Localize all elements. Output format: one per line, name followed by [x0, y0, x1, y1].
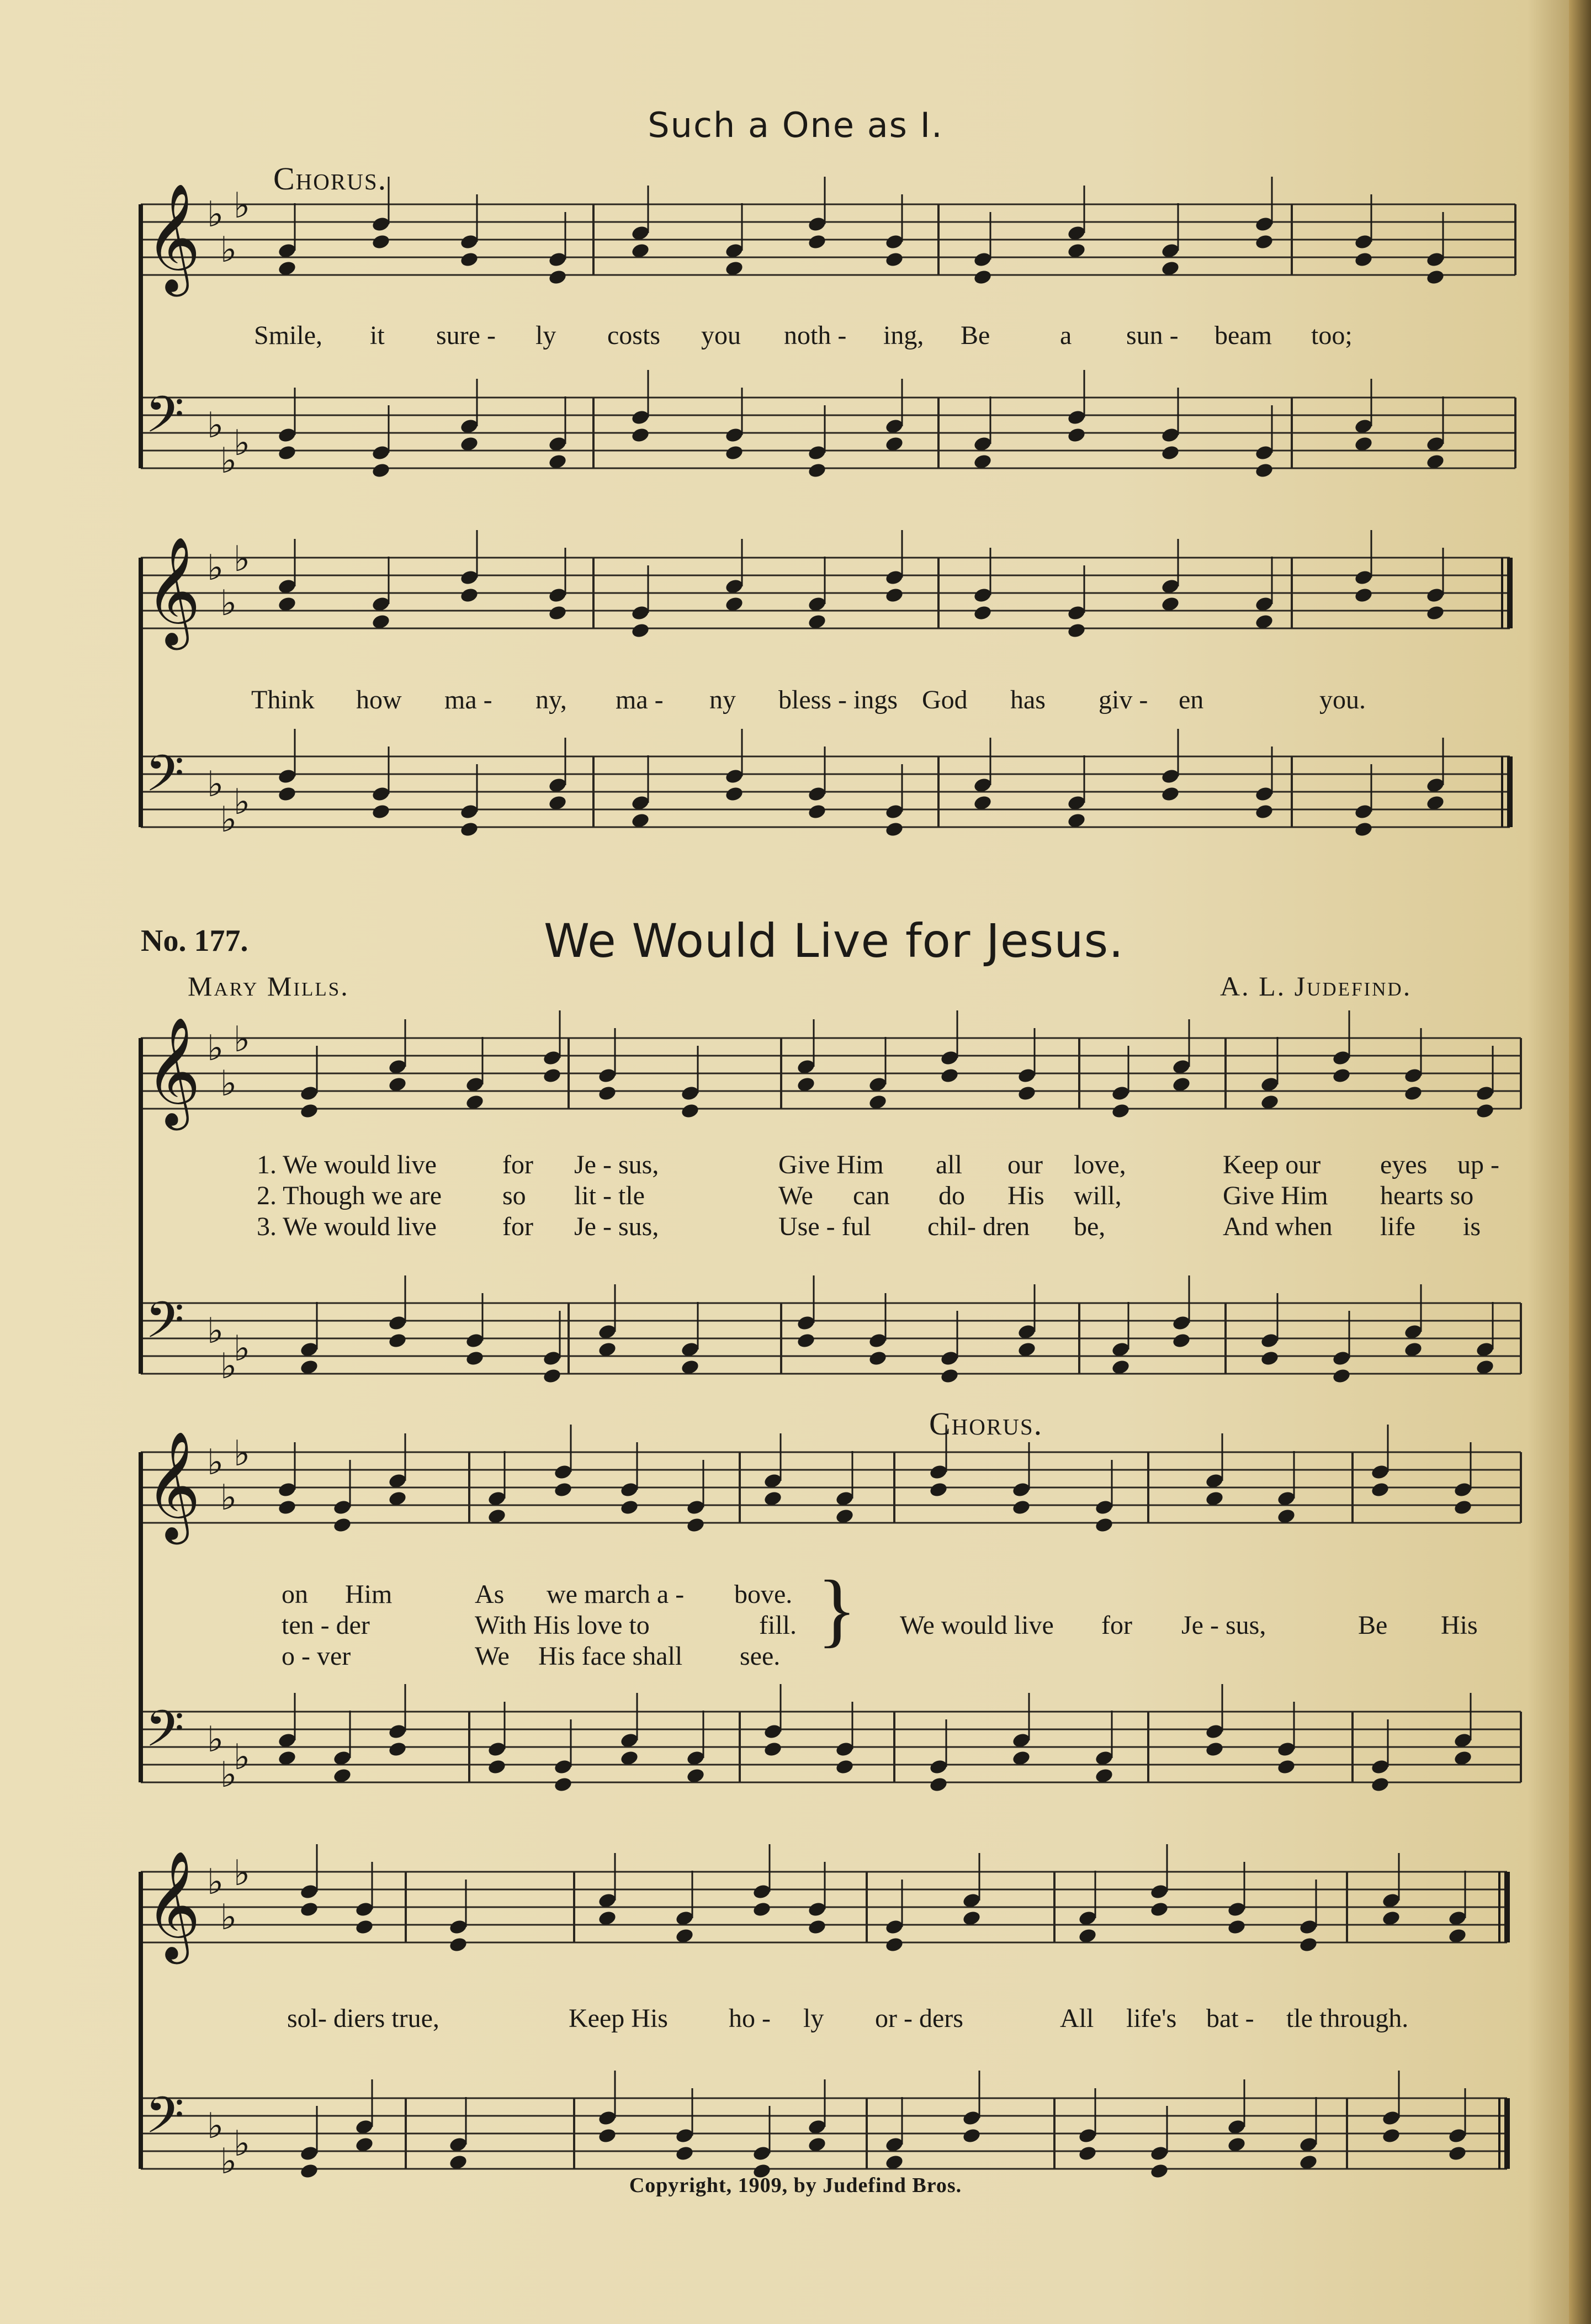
- note-head: [763, 1741, 783, 1758]
- note-head: [929, 1481, 948, 1499]
- note-head: [1354, 821, 1373, 838]
- bass-staff: [141, 1700, 1521, 1796]
- note-head: [884, 251, 904, 268]
- flat-icon: ♭: [220, 230, 237, 271]
- lyric-word: 3. We would live: [257, 1212, 437, 1241]
- note-head: [487, 1759, 507, 1776]
- hymn-number: No. 177.: [141, 924, 248, 958]
- lyric-word: With His love to: [475, 1611, 650, 1640]
- lyric-word: tle through.: [1286, 2004, 1409, 2033]
- lyric-word: As: [475, 1580, 505, 1609]
- note-head: [459, 821, 479, 838]
- note-head: [675, 2145, 694, 2162]
- note-head: [1425, 605, 1445, 622]
- note-group: [299, 1010, 1495, 1119]
- lyric-word: His face shall: [538, 1642, 683, 1671]
- lyric-word: bat -: [1206, 2004, 1254, 2033]
- lyric-word: Give Him: [1223, 1181, 1328, 1210]
- note-head: [752, 1901, 772, 1918]
- lyric-word: sun -: [1126, 321, 1179, 350]
- lyric-word: 2. Though we are: [257, 1181, 442, 1210]
- note-head: [371, 803, 391, 820]
- lyric-word: ny: [709, 685, 736, 714]
- note-head: [1298, 1936, 1318, 1954]
- note-head: [277, 444, 297, 462]
- note-head: [630, 622, 650, 639]
- words-credit: Mary Mills.: [188, 971, 349, 1002]
- lyric-word: And when: [1223, 1212, 1333, 1241]
- flat-icon: ♭: [220, 441, 237, 481]
- flat-icon: ♭: [220, 1063, 237, 1104]
- flat-icon: ♭: [220, 1478, 237, 1518]
- lyric-word: we march a -: [547, 1580, 685, 1609]
- lyric-word: you.: [1319, 685, 1366, 714]
- note-head: [597, 2127, 617, 2145]
- note-head: [884, 1936, 904, 1954]
- lyric-word: God: [922, 685, 968, 714]
- note-head: [1381, 2127, 1401, 2145]
- note-head: [686, 1517, 706, 1534]
- treble-clef-icon: 𝄞: [145, 1431, 201, 1540]
- flat-icon: ♭: [207, 1862, 224, 1903]
- note-head: [929, 1776, 948, 1793]
- bass-staff: [141, 385, 1515, 481]
- note-group: [299, 1844, 1467, 1953]
- note-head: [962, 2127, 982, 2145]
- lyric-word: so: [502, 1181, 526, 1210]
- lyric-word: ten - der: [282, 1611, 370, 1640]
- note-head: [548, 269, 568, 286]
- bass-clef-icon: 𝄢: [145, 1700, 184, 1770]
- lyric-word: do: [938, 1181, 965, 1210]
- bass-staff: [141, 1291, 1521, 1387]
- note-head: [388, 1332, 407, 1349]
- flat-icon: ♭: [207, 1028, 224, 1069]
- lyric-word: all: [936, 1150, 962, 1179]
- lyric-word: We: [475, 1642, 510, 1671]
- lyric-word: or - ders: [875, 2004, 963, 2033]
- note-head: [277, 786, 297, 803]
- note-head: [1260, 1350, 1280, 1367]
- lyric-word: His: [1007, 1181, 1044, 1210]
- flat-icon: ♭: [207, 2106, 224, 2147]
- lyric-word: ny,: [535, 685, 567, 714]
- lyric-word: ma -: [444, 685, 492, 714]
- note-head: [940, 1067, 959, 1084]
- treble-staff: [141, 1017, 1521, 1130]
- note-head: [807, 462, 827, 479]
- flat-icon: ♭: [220, 1346, 237, 1387]
- lyric-word: be,: [1074, 1212, 1106, 1241]
- note-head: [1205, 1741, 1224, 1758]
- note-head: [1453, 1499, 1473, 1516]
- flat-icon: ♭: [234, 1853, 251, 1894]
- lyric-word: ma -: [616, 685, 664, 714]
- flat-icon: ♭: [220, 800, 237, 840]
- lyric-word: Keep His: [569, 2004, 668, 2033]
- note-head: [1017, 1085, 1037, 1102]
- note-head: [448, 1936, 468, 1954]
- lyric-word: sure -: [436, 321, 496, 350]
- flat-icon: ♭: [234, 186, 251, 226]
- flat-icon: ♭: [234, 2124, 251, 2164]
- note-head: [835, 1759, 855, 1776]
- lyric-word: We: [778, 1181, 813, 1210]
- note-head: [1171, 1332, 1191, 1349]
- note-head: [1094, 1517, 1114, 1534]
- note-head: [542, 1067, 562, 1084]
- note-head: [680, 1103, 700, 1120]
- note-head: [553, 1481, 573, 1499]
- lyric-word: too;: [1311, 321, 1353, 350]
- verse-brace: }: [817, 1564, 857, 1655]
- treble-clef-icon: 𝄞: [145, 1017, 201, 1126]
- treble-clef-icon: 𝄞: [145, 536, 201, 645]
- lyric-word: hearts so: [1380, 1181, 1474, 1210]
- lyric-word: Give Him: [778, 1150, 884, 1179]
- lyric-word: beam: [1215, 321, 1272, 350]
- lyric-word: We would live: [900, 1611, 1054, 1640]
- note-head: [1332, 1368, 1351, 1385]
- flat-icon: ♭: [234, 1328, 251, 1369]
- note-group: [277, 1684, 1473, 1793]
- note-head: [1354, 587, 1373, 604]
- lyric-word: Him: [345, 1580, 393, 1609]
- note-head: [1149, 1901, 1169, 1918]
- lyric-word: Be: [961, 321, 990, 350]
- treble-clef-icon: 𝄞: [145, 183, 201, 292]
- note-head: [459, 587, 479, 604]
- flat-icon: ♭: [220, 1755, 237, 1796]
- lyric-word: Be: [1358, 1611, 1388, 1640]
- note-group: [277, 530, 1445, 639]
- note-head: [1254, 803, 1274, 820]
- note-head: [724, 444, 744, 462]
- note-group: [277, 1425, 1473, 1533]
- lyric-word: Think: [251, 685, 315, 714]
- lyric-word: chil- dren: [927, 1212, 1030, 1241]
- note-head: [1111, 1103, 1131, 1120]
- flat-icon: ♭: [207, 194, 224, 235]
- hymn-title: We Would Live for Jesus.: [544, 914, 1124, 968]
- note-head: [1227, 1919, 1247, 1936]
- lyric-word: Je - sus,: [1181, 1611, 1266, 1640]
- note-head: [1160, 444, 1180, 462]
- note-head: [884, 821, 904, 838]
- lyric-word: a: [1060, 321, 1072, 350]
- lyric-word: sol- diers true,: [287, 2004, 439, 2033]
- flat-icon: ♭: [220, 583, 237, 624]
- note-head: [796, 1332, 816, 1349]
- flat-icon: ♭: [207, 1311, 224, 1352]
- lyric-word: fill.: [759, 1611, 797, 1640]
- flat-icon: ♭: [220, 1897, 237, 1938]
- note-head: [1276, 1759, 1296, 1776]
- flat-icon: ♭: [234, 423, 251, 464]
- note-head: [1370, 1481, 1390, 1499]
- bass-clef-icon: 𝄢: [145, 2086, 184, 2157]
- note-head: [1354, 251, 1373, 268]
- note-head: [1254, 462, 1274, 479]
- bass-clef-icon: 𝄢: [145, 744, 184, 815]
- note-head: [388, 1741, 407, 1758]
- note-head: [973, 269, 993, 286]
- lyric-word: has: [1010, 685, 1046, 714]
- lyric-word: ly: [803, 2004, 824, 2033]
- song-title: Such a One as I.: [648, 105, 943, 145]
- note-head: [1425, 269, 1445, 286]
- music-credit: A. L. Judefind.: [1220, 971, 1412, 1002]
- note-head: [553, 1776, 573, 1793]
- note-head: [973, 605, 993, 622]
- flat-icon: ♭: [207, 764, 224, 805]
- note-head: [807, 234, 827, 251]
- note-head: [807, 1919, 827, 1936]
- lyric-word: Je - sus,: [574, 1212, 659, 1241]
- note-head: [1332, 1067, 1351, 1084]
- note-head: [465, 1350, 485, 1367]
- note-head: [868, 1350, 888, 1367]
- note-head: [597, 1085, 617, 1102]
- note-head: [619, 1499, 639, 1516]
- lyric-word: can: [853, 1181, 890, 1210]
- lyric-word: 1. We would live: [257, 1150, 437, 1179]
- flat-icon: ♭: [207, 548, 224, 589]
- lyric-word: Use - ful: [778, 1212, 871, 1241]
- lyric-word: for: [502, 1150, 533, 1179]
- note-head: [884, 587, 904, 604]
- lyric-word: ho -: [729, 2004, 771, 2033]
- note-head: [277, 1499, 297, 1516]
- lyric-word: bove.: [734, 1580, 793, 1609]
- note-head: [1011, 1499, 1031, 1516]
- flat-icon: ♭: [234, 539, 251, 580]
- note-head: [299, 1901, 319, 1918]
- lyric-word: costs: [607, 321, 660, 350]
- note-group: [299, 1275, 1495, 1384]
- note-head: [332, 1517, 352, 1534]
- note-group: [299, 2071, 1467, 2179]
- note-head: [459, 251, 479, 268]
- flat-icon: ♭: [234, 1019, 251, 1060]
- note-head: [371, 462, 391, 479]
- note-head: [354, 1919, 374, 1936]
- lyric-word: for: [502, 1212, 533, 1241]
- note-head: [1078, 2145, 1097, 2162]
- note-head: [548, 605, 568, 622]
- chorus-label-top: Chorus.: [273, 161, 388, 197]
- lyric-word: love,: [1074, 1150, 1126, 1179]
- lyric-word: on: [282, 1580, 308, 1609]
- lyric-word: Je - sus,: [574, 1150, 659, 1179]
- lyric-word: you: [701, 321, 741, 350]
- treble-staff: [141, 183, 1515, 297]
- note-head: [542, 1368, 562, 1385]
- lyric-word: giv -: [1099, 685, 1148, 714]
- lyric-word: His: [1441, 1611, 1478, 1640]
- note-head: [630, 427, 650, 444]
- flat-icon: ♭: [220, 2141, 237, 2182]
- note-head: [1370, 1776, 1390, 1793]
- note-head: [724, 786, 744, 803]
- note-group: [277, 177, 1445, 285]
- note-group: [277, 370, 1445, 479]
- flat-icon: ♭: [207, 1719, 224, 1760]
- lyric-word: up -: [1457, 1150, 1499, 1179]
- lyric-word: bless - ings: [778, 685, 898, 714]
- lyric-word: how: [356, 685, 402, 714]
- lyric-word: en: [1179, 685, 1204, 714]
- lyric-word: o - ver: [282, 1642, 351, 1671]
- bass-clef-icon: 𝄢: [145, 1291, 184, 1362]
- lyric-word: it: [370, 321, 385, 350]
- lyric-word: All: [1060, 2004, 1094, 2033]
- flat-icon: ♭: [207, 405, 224, 446]
- lyric-word: for: [1101, 1611, 1132, 1640]
- note-head: [1160, 786, 1180, 803]
- note-head: [299, 1103, 319, 1120]
- note-head: [1403, 1085, 1423, 1102]
- flat-icon: ♭: [234, 782, 251, 823]
- lyric-word: Keep our: [1223, 1150, 1321, 1179]
- note-head: [1475, 1103, 1495, 1120]
- lyric-word: ly: [535, 321, 556, 350]
- lyric-word: ing,: [883, 321, 924, 350]
- lyric-word: eyes: [1380, 1150, 1428, 1179]
- note-head: [1067, 622, 1086, 639]
- chorus-label-hymn: Chorus.: [929, 1406, 1043, 1442]
- note-head: [940, 1368, 959, 1385]
- note-head: [371, 234, 391, 251]
- lyric-word: see.: [740, 1642, 781, 1671]
- note-head: [1254, 234, 1274, 251]
- lyric-word: noth -: [784, 321, 847, 350]
- bass-clef-icon: 𝄢: [145, 385, 184, 456]
- lyric-word: our: [1007, 1150, 1043, 1179]
- lyric-word: life's: [1126, 2004, 1177, 2033]
- flat-icon: ♭: [207, 1442, 224, 1483]
- lyric-word: is: [1463, 1212, 1481, 1241]
- flat-icon: ♭: [234, 1737, 251, 1778]
- note-group: [277, 729, 1445, 838]
- note-head: [807, 803, 827, 820]
- note-head: [1067, 427, 1086, 444]
- lyric-word: lit - tle: [574, 1181, 645, 1210]
- note-head: [1447, 2145, 1467, 2162]
- lyric-word: will,: [1074, 1181, 1122, 1210]
- lyric-word: life: [1380, 1212, 1415, 1241]
- treble-clef-icon: 𝄞: [145, 1850, 201, 1960]
- flat-icon: ♭: [234, 1433, 251, 1474]
- lyric-word: Smile,: [254, 321, 323, 350]
- copyright-notice: Copyright, 1909, by Judefind Bros.: [629, 2174, 962, 2197]
